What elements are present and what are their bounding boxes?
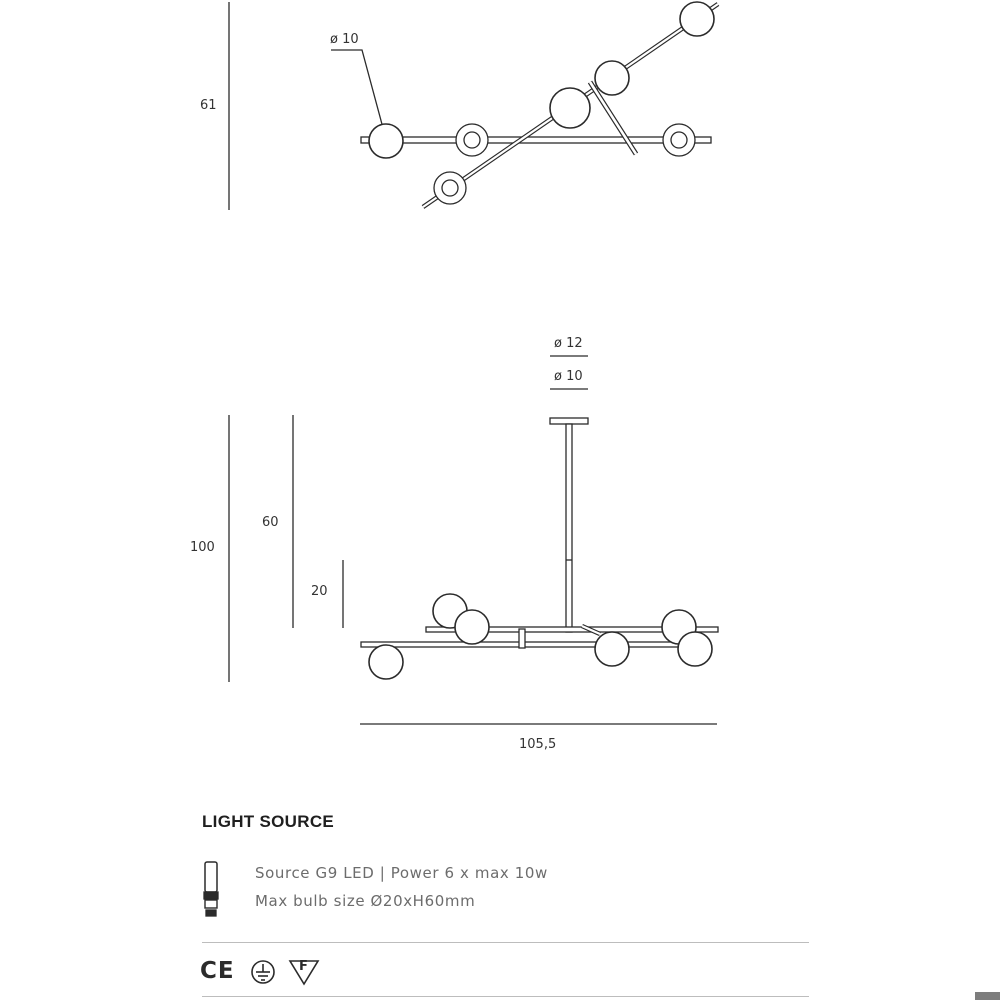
g9-bulb-icon	[204, 862, 218, 916]
f-mark-letter: F	[299, 959, 308, 974]
top-globe-left	[369, 124, 403, 158]
canopy-base-label: ø 10	[554, 369, 583, 384]
top-globe-center	[550, 88, 590, 128]
front-globe-5	[678, 632, 712, 666]
divider-bottom	[202, 996, 809, 997]
front-globe-4	[595, 632, 629, 666]
top-horizontal-arm	[361, 137, 711, 143]
protective-earth-icon	[252, 961, 274, 983]
suspension-rod	[566, 424, 572, 632]
light-source-title: LIGHT SOURCE	[202, 812, 335, 831]
front-view	[229, 356, 718, 724]
ce-mark-icon: CE	[200, 958, 235, 984]
canopy	[550, 418, 588, 424]
total-height-label: 100	[190, 540, 215, 555]
top-globe-end	[680, 2, 714, 36]
corner-tab	[975, 992, 1000, 1000]
top-globe-mid	[595, 61, 629, 95]
front-globe-2	[455, 610, 489, 644]
top-view	[229, 2, 718, 210]
width-label: 105,5	[519, 737, 557, 752]
globe-diameter-leader	[331, 50, 383, 128]
top-view-height-label: 61	[200, 98, 217, 113]
front-lower-arm	[361, 642, 695, 647]
divider-top	[202, 942, 809, 943]
rod-height-label: 60	[262, 515, 279, 530]
canopy-diameter-label: ø 12	[554, 336, 583, 351]
globe-diameter-label: ø 10	[330, 32, 359, 47]
front-globe-6	[369, 645, 403, 679]
light-source-spec-line-1: Source G9 LED | Power 6 x max 10w	[255, 864, 548, 882]
front-connector	[519, 629, 525, 648]
light-source-spec-line-2: Max bulb size Ø20xH60mm	[255, 892, 476, 910]
body-height-label: 20	[311, 584, 328, 599]
